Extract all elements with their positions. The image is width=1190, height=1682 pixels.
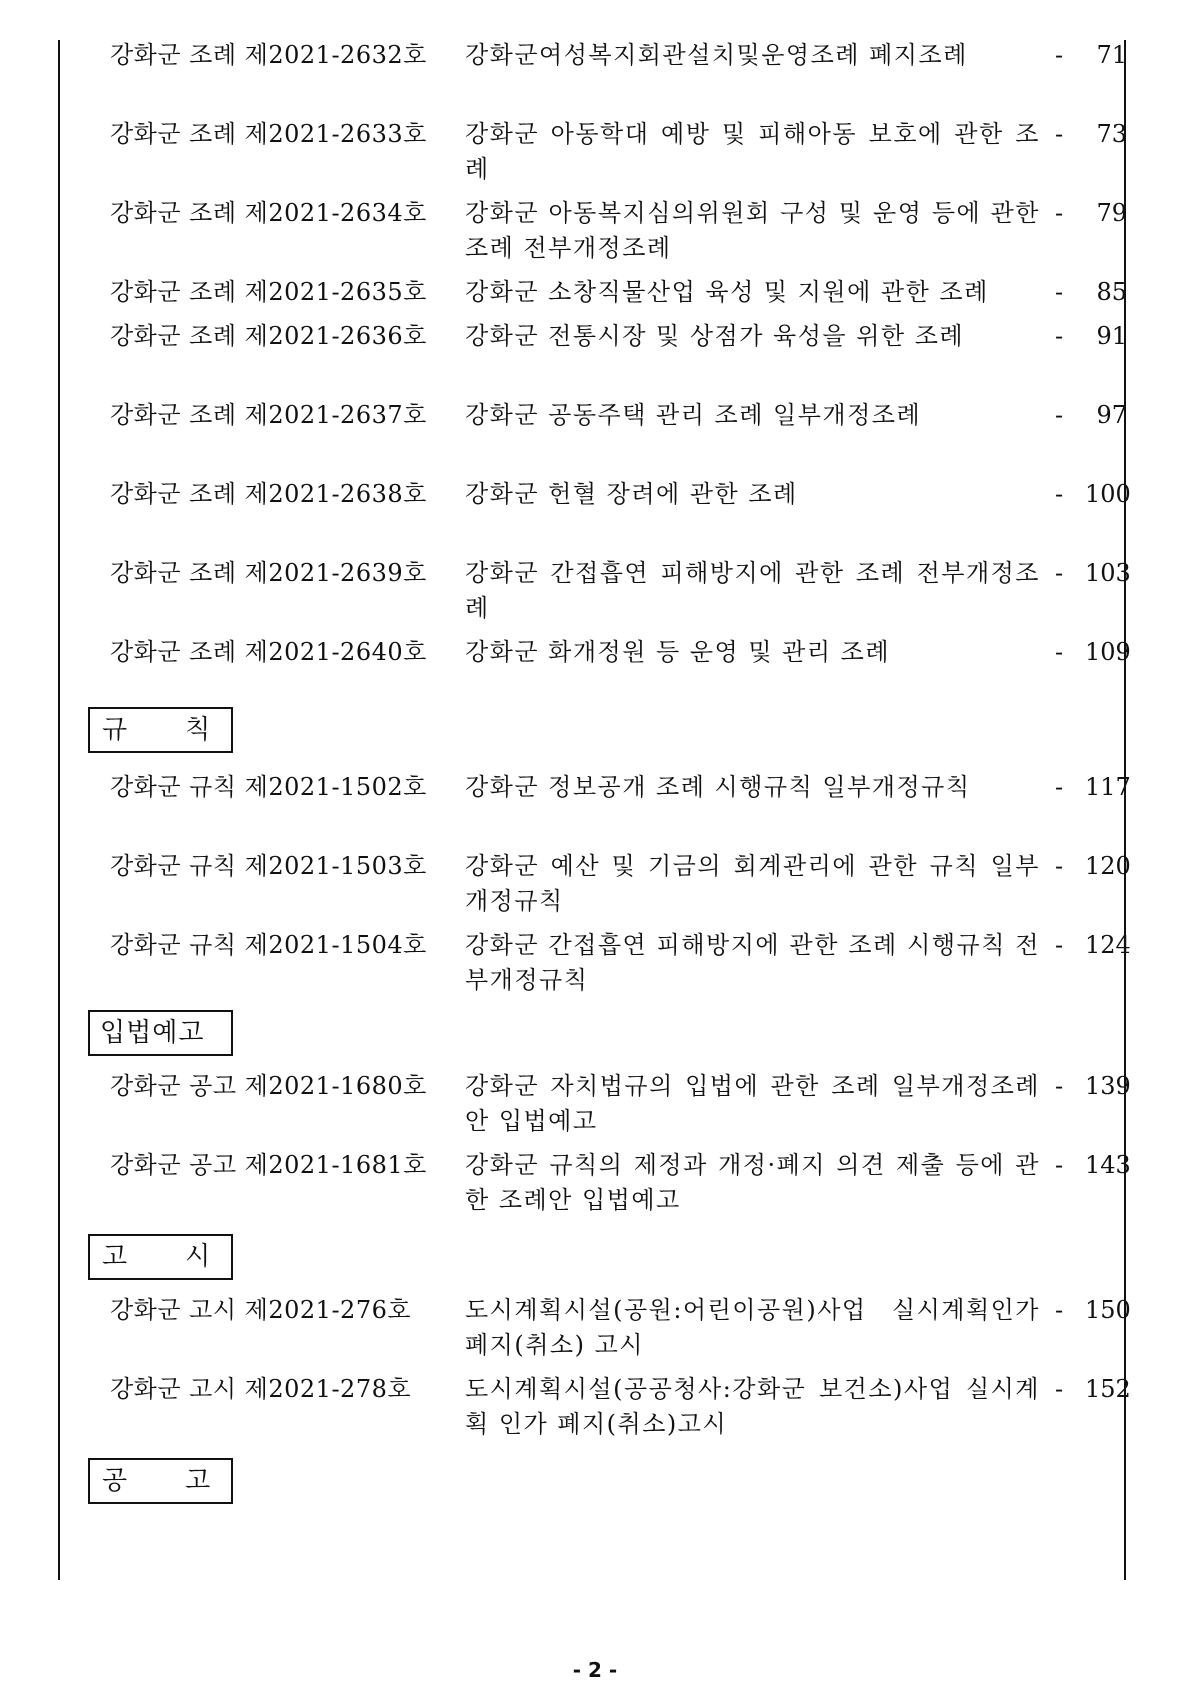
toc-entry-rule-1502 <box>110 770 1130 805</box>
entry-page: 143 <box>1085 1151 1131 1179</box>
toc-entry-ordinance-2634 <box>110 196 1130 266</box>
entry-dash: - <box>1055 931 1064 959</box>
entry-page: 109 <box>1085 638 1131 666</box>
entry-dash: - <box>1055 120 1064 148</box>
entry-page: 150 <box>1085 1296 1131 1324</box>
entry-title: 강화군 자치법규의 입법에 관한 조례 일부개정조례안 입법예고 <box>465 1072 1040 1135</box>
entry-dash: - <box>1055 1151 1064 1179</box>
entry-title: 강화군 간접흡연 피해방지에 관한 조례 전부개정조례 <box>465 559 1040 622</box>
entry-title: 강화군 규칙의 제정과 개정·폐지 의견 제출 등에 관한 조례안 입법예고 <box>465 1151 1040 1214</box>
entry-ref: 강화군 고시 제2021-278호 <box>110 1375 412 1403</box>
entry-ref: 강화군 규칙 제2021-1504호 <box>110 931 427 959</box>
entry-page: 85 <box>1096 278 1127 306</box>
left-frame-line <box>58 40 60 1580</box>
section-header-announcement <box>88 1458 233 1504</box>
toc-entry-ordinance-2638 <box>110 477 1130 512</box>
entry-page: 117 <box>1085 773 1131 801</box>
toc-entry-notice-1681 <box>110 1148 1130 1218</box>
section-char: 규 <box>102 715 128 745</box>
entry-ref: 강화군 조례 제2021-2633호 <box>110 120 427 148</box>
entry-page: 103 <box>1085 559 1131 587</box>
entry-title: 강화군 화개정원 등 운영 및 관리 조례 <box>465 638 891 666</box>
entry-page: 71 <box>1096 41 1127 69</box>
toc-entry-notification-278 <box>110 1372 1130 1442</box>
toc-entry-notification-276 <box>110 1293 1130 1363</box>
entry-page: 97 <box>1096 401 1127 429</box>
entry-ref: 강화군 조례 제2021-2636호 <box>110 322 427 350</box>
toc-entry-ordinance-2639 <box>110 556 1130 626</box>
entry-title: 강화군 공동주택 관리 조례 일부개정조례 <box>465 401 922 429</box>
toc-entry-notice-1680 <box>110 1069 1130 1139</box>
section-header-legislative-notice <box>88 1010 233 1056</box>
entry-ref: 강화군 조례 제2021-2639호 <box>110 559 427 587</box>
entry-page: 152 <box>1085 1375 1131 1403</box>
entry-ref: 강화군 조례 제2021-2637호 <box>110 401 427 429</box>
entry-dash: - <box>1055 773 1064 801</box>
entry-ref: 강화군 조례 제2021-2638호 <box>110 480 427 508</box>
entry-ref: 강화군 고시 제2021-276호 <box>110 1296 412 1324</box>
toc-entry-ordinance-2632 <box>110 38 1130 73</box>
entry-dash: - <box>1055 559 1064 587</box>
entry-title: 강화군 소창직물산업 육성 및 지원에 관한 조례 <box>465 278 989 306</box>
entry-ref: 강화군 공고 제2021-1681호 <box>110 1151 427 1179</box>
toc-entry-ordinance-2633 <box>110 117 1130 187</box>
page-number: - 2 - <box>572 1658 618 1682</box>
entry-ref: 강화군 규칙 제2021-1503호 <box>110 852 427 880</box>
entry-ref: 강화군 규칙 제2021-1502호 <box>110 773 427 801</box>
entry-title: 강화군 전통시장 및 상점가 육성을 위한 조례 <box>465 322 965 350</box>
entry-dash: - <box>1055 852 1064 880</box>
entry-title: 강화군 예산 및 기금의 회계관리에 관한 규칙 일부개정규칙 <box>465 852 1040 915</box>
toc-entry-rule-1503 <box>110 849 1130 919</box>
section-char: 고 <box>185 1466 211 1496</box>
entry-page: 139 <box>1085 1072 1131 1100</box>
section-header-notification <box>88 1234 233 1280</box>
entry-dash: - <box>1055 322 1064 350</box>
entry-dash: - <box>1055 199 1064 227</box>
entry-dash: - <box>1055 1375 1064 1403</box>
entry-title: 도시계획시설(공원:어린이공원)사업 실시계획인가 폐지(취소) 고시 <box>465 1296 1040 1359</box>
entry-ref: 강화군 공고 제2021-1680호 <box>110 1072 427 1100</box>
entry-dash: - <box>1055 278 1064 306</box>
entry-ref: 강화군 조례 제2021-2632호 <box>110 41 427 69</box>
entry-ref: 강화군 조례 제2021-2634호 <box>110 199 427 227</box>
entry-dash: - <box>1055 638 1064 666</box>
entry-page: 124 <box>1085 931 1131 959</box>
section-header-rules <box>88 707 233 753</box>
toc-entry-rule-1504 <box>110 928 1130 998</box>
entry-title: 강화군 정보공개 조례 시행규칙 일부개정규칙 <box>465 773 971 801</box>
table-of-contents <box>100 38 1131 1504</box>
entry-title: 강화군여성복지회관설치및운영조례 폐지조례 <box>465 41 968 69</box>
section-char: 공 <box>102 1466 128 1496</box>
entry-title: 도시계획시설(공공청사:강화군 보건소)사업 실시계획 인가 폐지(취소)고시 <box>465 1375 1040 1438</box>
entry-title: 강화군 헌혈 장려에 관한 조례 <box>465 480 798 508</box>
entry-ref: 강화군 조례 제2021-2635호 <box>110 278 427 306</box>
entry-page: 120 <box>1085 852 1131 880</box>
entry-title: 강화군 간접흡연 피해방지에 관한 조례 시행규칙 전부개정규칙 <box>465 931 1040 994</box>
toc-entry-ordinance-2636 <box>110 319 1130 354</box>
entry-dash: - <box>1055 401 1064 429</box>
entry-page: 100 <box>1085 480 1131 508</box>
entry-page: 91 <box>1096 322 1127 350</box>
toc-entry-ordinance-2640 <box>110 635 1130 670</box>
entry-title: 강화군 아동학대 예방 및 피해아동 보호에 관한 조례 <box>465 120 1040 183</box>
entry-ref: 강화군 조례 제2021-2640호 <box>110 638 427 666</box>
entry-title: 강화군 아동복지심의위원회 구성 및 운영 등에 관한 조례 전부개정조례 <box>465 199 1040 262</box>
entry-dash: - <box>1055 480 1064 508</box>
section-char: 시 <box>185 1242 211 1272</box>
section-char: 칙 <box>185 715 211 745</box>
toc-entry-ordinance-2635 <box>110 275 1130 310</box>
section-char: 고 <box>102 1242 128 1272</box>
section-label: 입법예고 <box>100 1018 205 1048</box>
entry-dash: - <box>1055 1072 1064 1100</box>
entry-dash: - <box>1055 1296 1064 1324</box>
entry-dash: - <box>1055 41 1064 69</box>
entry-page: 73 <box>1096 120 1127 148</box>
entry-page: 79 <box>1096 199 1127 227</box>
toc-entry-ordinance-2637 <box>110 398 1130 433</box>
